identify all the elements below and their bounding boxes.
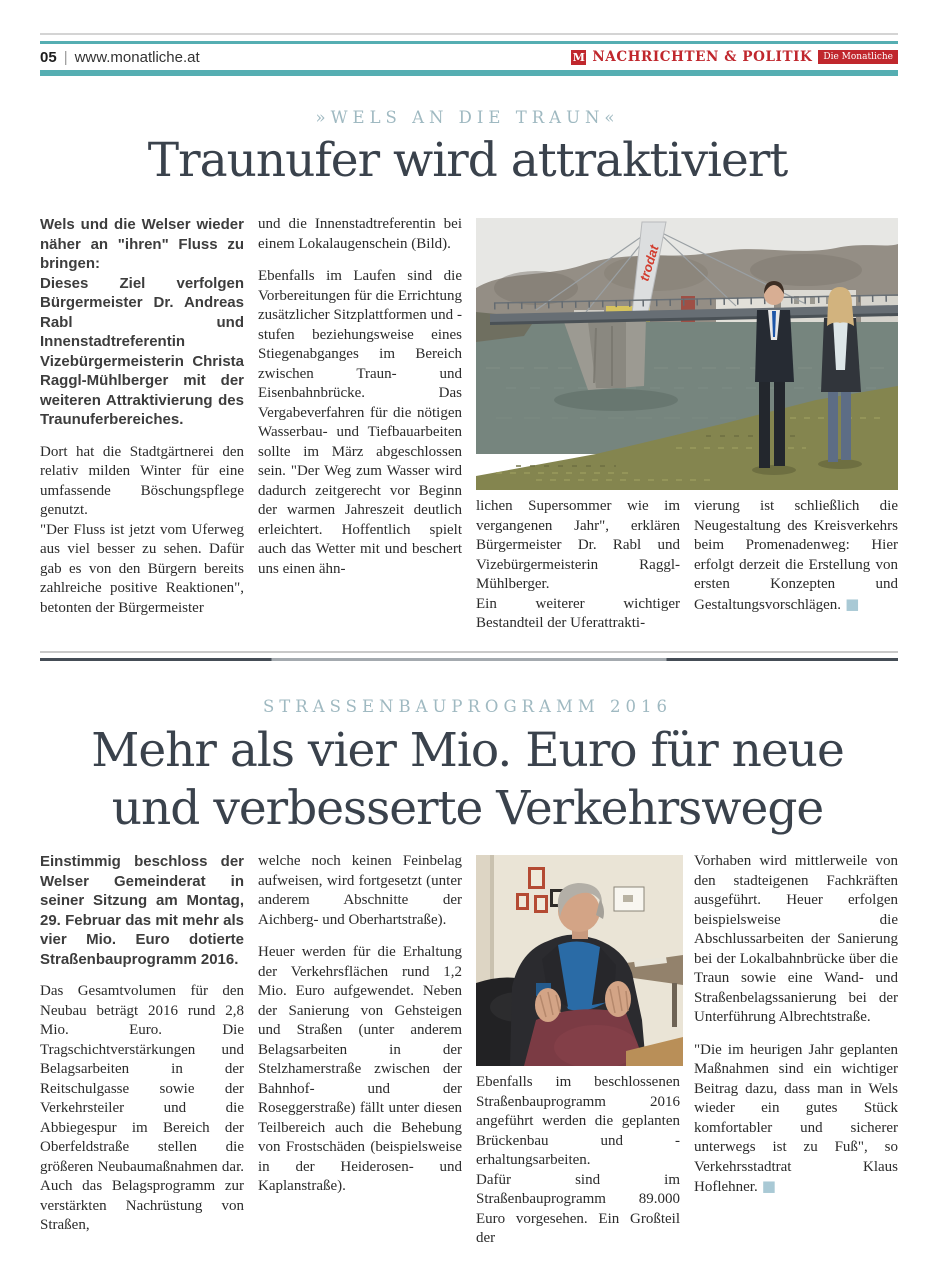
header-separator: | xyxy=(63,48,68,66)
page-header xyxy=(40,46,898,68)
article1-kicker: »WELS AN DIE TRAUN« xyxy=(315,108,620,127)
paragraph: Heuer werden für die Erhaltung der Verkehrsflächen rund 1,2 Mio. Euro aufgewendet. Neben der Sanierung von Gehsteigen und Straßen (unter anderem Belagsarbeiten in der Stelzhamerstraße zwischen der Bahnhof- und der Roseggerstraße) fällt unter diesen Teilbereich auch die Behebung von Frostschäden (beispielsweise in der Heiderosen- und Kaplanstraße). xyxy=(258,944,462,1194)
paragraph: Ein weiterer wichtiger Bestandteil der Uferattrakti- xyxy=(476,595,680,631)
paragraph-text: "Die im heurigen Jahr geplanten Maßnahmen sind ein wichtiger Beitrag dazu, dass man in Wels wieder ein gutes Stück komfortabler und sicherer unterwegs ist zu Fuß", so Verkehrsstadtrat Klaus Hoflehner. xyxy=(694,1041,898,1195)
article1-intro-line: Wels und die Welser wieder näher an "ihren" Fluss zu bringen: xyxy=(40,216,244,272)
paragraph: Dafür sind im Straßenbauprogramm 89.000 Euro vorgesehen. Ein Großteil der xyxy=(476,1171,680,1246)
paragraph xyxy=(694,1041,898,1198)
article2-headline-line2: und verbesserte Verkehrswege xyxy=(111,781,824,836)
bridge-photo-illustration xyxy=(476,218,898,490)
article2-column-2 xyxy=(258,852,462,1197)
article-end-marker: ■ xyxy=(761,1177,776,1195)
site-url: www.monatliche.at xyxy=(74,48,200,66)
header-right xyxy=(571,49,898,65)
article2-photo xyxy=(476,855,683,1066)
page-number: 05 xyxy=(40,48,57,66)
article1-photo xyxy=(476,218,898,490)
paragraph xyxy=(694,497,898,615)
paragraph: "Der Fluss ist jetzt vom Uferweg aus viel besser zu sehen. Dafür gab es von den Bürgern bereits zahlreiche positive Reaktionen", betonten der Bürgermeister xyxy=(40,521,244,616)
article2-intro-line: Einstimmig beschloss der Welser Gemeinderat in seiner Sitzung am Montag, 29. Februar das mit mehr als vier Mio. Euro dotierte Straßenbauprogramm 2016. xyxy=(40,853,244,968)
paragraph: und die Innenstadtreferentin bei einem Lokalaugenschein (Bild). xyxy=(258,216,462,252)
article1-column-2 xyxy=(258,215,462,579)
top-gray-rule xyxy=(40,33,898,35)
article-divider-dark xyxy=(40,658,898,661)
article-end-marker: ■ xyxy=(845,594,860,613)
article1-headline: Traunufer wird attraktiviert xyxy=(147,133,788,188)
article1-column-4 xyxy=(694,497,898,615)
header-teal-rule-thick xyxy=(40,70,898,76)
section-title: NACHRICHTEN & POLITIK xyxy=(592,49,813,65)
article2-column-1 xyxy=(40,852,244,1236)
paragraph: Ebenfalls im beschlossenen Straßenbauprogramm 2016 angeführt werden die geplanten Brückenbau und -erhaltungsarbeiten. xyxy=(476,1074,680,1168)
paragraph: Ebenfalls im Laufen sind die Vorbereitungen für die Errichtung zusätzlicher Sitzplattformen und -stufen beziehungsweise eines Stiegenabganges im Bereich zwischen Traun- und Eisenbahnbrücke. Das Vergabeverfahren für die nötigen Wasserbau- und Tiefbauarbeiten sollte im März abgeschlossen sein. "Der Weg zum Wasser wird dadurch zeitgerecht vor Beginn der warmen Jahreszeit deutlich erleichtert. Hoffentlich spielt auch das Wetter mit und beschert uns einen ähn- xyxy=(258,268,462,577)
pylon-brand-text: trodat xyxy=(636,243,662,283)
paragraph: Das Gesamtvolumen für den Neubau beträgt 2016 rund 2,8 Mio. Euro. Die Tragschichtverstärkungen und Belagsarbeiten in der Reitschulgasse sowie der Verkehrsteiler und die Abbiegespur im Bereich der Oberfeldstraße stellen die größeren Neubaumaßnahmen dar. Auch das Belagsprogramm zur verstärkten Nachrüstung von Straßen, xyxy=(40,983,244,1233)
magazine-logo-icon: M xyxy=(572,50,585,64)
paragraph: Dort hat die Stadtgärtnerei den relativ milden Winter für eine umfassende Böschungspflege genutzt. xyxy=(40,443,244,518)
article2-column-4 xyxy=(694,852,898,1198)
header-left xyxy=(40,49,200,66)
header-teal-rule-thin xyxy=(40,41,898,44)
article2-kicker: STRASSENBAUPROGRAMM 2016 xyxy=(263,697,672,716)
article2-headline xyxy=(0,722,935,838)
brand-badge: Die Monatliche xyxy=(818,50,898,64)
article-divider-light xyxy=(40,651,898,653)
article1-intro-line: Dieses Ziel verfolgen Bürgermeister Dr. Andreas Rabl und Innenstadtreferentin Vizebürgermeisterin Christa Raggl-Mühlberger mit der weiteren Attraktivierung des Traunuferbereiches. xyxy=(40,274,244,428)
article2-column-3 xyxy=(476,1073,680,1249)
article1-column-1 xyxy=(40,215,244,618)
paragraph-text: vierung ist schließlich die Neugestaltung des Kreisverkehrs beim Promenadenweg: Hier erfolgt derzeit die Erstellung von ersten Konzepten und Gestaltungsvorschlägen. xyxy=(694,498,898,613)
interview-photo-illustration xyxy=(476,855,683,1066)
article2-headline-line1: Mehr als vier Mio. Euro für neue xyxy=(91,723,844,778)
paragraph: lichen Supersommer wie im vergangenen Jahr", erklären Bürgermeister Dr. Rabl und Vizebürgermeisterin Raggl-Mühlberger. xyxy=(476,498,680,592)
paragraph: Vorhaben wird mittlerweile von den stadteigenen Fachkräften ausgeführt. Heuer erfolgen beispielsweise die Abschlussarbeiten der Sanierung bei der Lokalbahnbrücke über die Traun sowie eine Wand- und Straßenbelagssanierung bei der Unterführung Albrechtstraße. xyxy=(694,853,898,1025)
article1-column-3 xyxy=(476,497,680,634)
paragraph: welche noch keinen Feinbelag aufweisen, wird fortgesetzt (unter anderem Abschnitte der Aichberg- und Oberhartstraße). xyxy=(258,853,462,928)
